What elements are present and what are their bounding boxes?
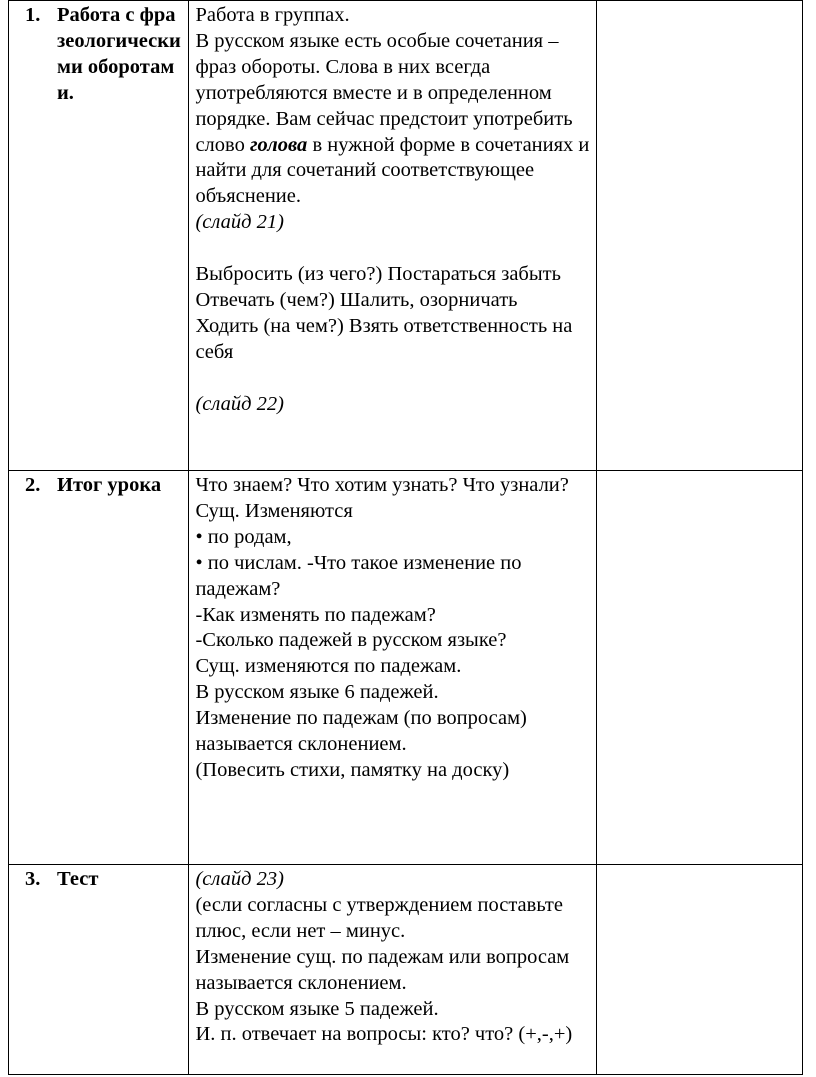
- stage-title: Работа с фразеологическими оборотами.: [57, 4, 181, 104]
- table-row: [9, 1, 803, 471]
- stage-title: Тест: [57, 868, 99, 890]
- stage-number: 2.: [25, 474, 41, 496]
- slide-reference: (слайд 22): [195, 392, 284, 415]
- blank-line: [195, 236, 589, 262]
- lesson-plan-table: [8, 0, 803, 1075]
- paragraph-text-before: В русском языке есть особые сочетания – фраз обороты. Слова в них всегда употребляются вместе и в определенном порядке. Вам сейчас предстоит употребить слово: [195, 29, 573, 156]
- stage-heading: [15, 473, 182, 499]
- list-item: Выбросить (из чего?) Постараться забыть: [195, 263, 561, 286]
- list-item: Что знаем? Что хотим узнать? Что узнали?: [195, 474, 569, 496]
- list-item: В русском языке 5 падежей.: [195, 997, 439, 1020]
- stage-title: Итог урока: [57, 474, 162, 496]
- slide-reference: (слайд 21): [195, 211, 284, 234]
- stage-number: 3.: [25, 868, 41, 890]
- list-item: -Как изменять по падежам?: [195, 603, 436, 626]
- list-item: Отвечать (чем?) Шалить, озорничать: [195, 288, 518, 311]
- emphasized-word: голова: [249, 133, 308, 156]
- stage-cell: [9, 865, 189, 1075]
- table-row: [9, 471, 803, 865]
- list-item: (Повесить стихи, памятку на доску): [195, 758, 510, 781]
- list-item: В русском языке 6 падежей.: [195, 681, 439, 704]
- content-paragraph: [195, 29, 589, 210]
- paragraph-text-after: в нужной форме в сочетаниях и найти для сочетаний соответствующее объяснение.: [195, 133, 590, 208]
- stage-heading: [15, 3, 182, 107]
- list-item: Изменение сущ. по падежам или вопросам называется склонением.: [195, 945, 570, 994]
- list-item: • по родам,: [195, 525, 292, 548]
- content-cell: [189, 471, 596, 865]
- list-item: • по числам. -Что такое изменение по падежам?: [195, 551, 522, 600]
- notes-cell: [596, 471, 802, 865]
- table-row: [9, 865, 803, 1075]
- list-item: Изменение по падежам (по вопросам) называется склонением.: [195, 707, 527, 756]
- list-item: Сущ. изменяются по падежам.: [195, 655, 462, 678]
- list-item: И. п. отвечает на вопросы: кто? что? (+,-,+): [195, 1023, 573, 1046]
- stage-number: 1.: [25, 4, 41, 26]
- list-item: Сущ. Изменяются: [195, 499, 353, 522]
- stage-heading: [15, 867, 182, 893]
- content-intro: Работа в группах.: [195, 4, 350, 26]
- content-cell: [189, 1, 596, 471]
- list-item: Ходить (на чем?) Взять ответственность на себя: [195, 314, 573, 363]
- notes-cell: [596, 865, 802, 1075]
- slide-reference: (слайд 23): [195, 868, 284, 890]
- notes-cell: [596, 1, 802, 471]
- stage-cell: [9, 1, 189, 471]
- blank-line: [195, 366, 589, 392]
- content-cell: [189, 865, 596, 1075]
- stage-cell: [9, 471, 189, 865]
- list-item: (если согласны с утверждением поставьте плюс, если нет – минус.: [195, 893, 563, 942]
- list-item: -Сколько падежей в русском языке?: [195, 629, 507, 652]
